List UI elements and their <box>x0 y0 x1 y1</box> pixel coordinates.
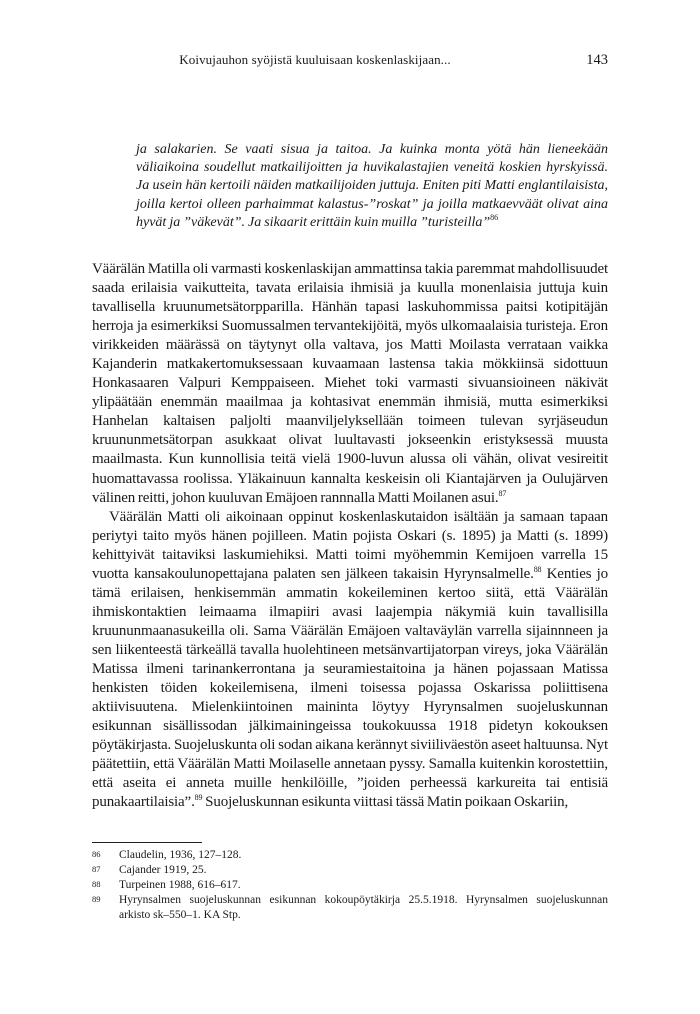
paragraph-text: Väärälän Matti oli aikoinaan oppinut koskenlaskutaidon isältään ja samaan tapaan periytyi taito myös hänen pojilleen. Matin pojista Oskari (s. 1895) ja Matti (s. 1899) kehittyivät taitaviksi laskumiehiksi. Matti toimi myöhemmin Kemijoen varrella 15 vuotta kansakoulunopettajana palaten sen jälkeen takaisin Hyrynsalmelle. <box>92 508 608 582</box>
footnote <box>92 893 608 923</box>
footnote-divider <box>92 842 202 843</box>
footnote-text: Cajander 1919, 25. <box>119 863 207 876</box>
footnote <box>92 863 608 878</box>
footnote-number: 89 <box>92 893 101 904</box>
footnote-ref-89: 89 <box>194 793 203 803</box>
footnote-text: Hyrynsalmen suojeluskunnan esikunnan kokoupöytäkirja 25.5.1918. Hyrynsalmen suojeluskunnan arkisto sk–550–1. KA Stp. <box>119 893 608 921</box>
running-title: Koivujauhon syöjistä kuuluisaan koskenlaskijaan... <box>179 52 451 67</box>
footnote-text: Turpeinen 1988, 616–617. <box>119 878 241 891</box>
footnote-ref-87: 87 <box>498 488 507 498</box>
paragraph-text: Kenties jo tämä erilaisen, henkisemmän ammatin kokeileminen kertoo siitä, että Väärälän ihmiskontaktien leimaama ilmapiiri avasi laajempia näkymiä kuin tavallisilla kruununmaanasukeilla oli. Sama Väärälän Emäjoen valtaväylän varrella sijainnneen ja sen liikenteestä tärkeällä tavalla huolehtineen metsänvartijatorpan vireys, joka Väärälän Matissa ilmeni tarinankerrontana ja seuramiestaitoina ja hänen pojassaan Matissa henkisten töiden kokeilemisena, ilmeni toisessa pojassa Oskarissa poliittisena aktiivisuutena. Mielenkiintoinen maininta löytyy Hyrynsalmen suojeluskunnan esikunnan sisällissodan jälkimainingeissa toukokuussa 1918 pidetyn kokouksen pöytäkirjasta. Suojeluskunta oli sodan aikana kerännyt siviiliväestön aseet haltuunsa. Nyt päätettiin, että Väärälän Matti Moilaselle annetaan pyssy. Samalla kuitenkin korostettiin, että aseita ei anneta muille henkilöille, ”joiden perheessä karkureita tai entisiä punakaartilaisia”. <box>92 565 608 811</box>
footnote-number: 88 <box>92 878 101 889</box>
block-quote <box>136 141 608 232</box>
footnote <box>92 848 608 863</box>
footnote-number: 87 <box>92 863 101 874</box>
footnotes <box>92 848 608 923</box>
quote-text: ja salakarien. Se vaati sisua ja taitoa. Ja kuinka monta yötä hän lieneekään väliaikoina soudellut matkailijoitten ja huvikalastajien veneitä koskien hyrskyissä. Ja usein hän kertoili näiden matkailijoiden juttuja. Eniten piti Matti englantilaisista, joilla kertoi olleen parhaimmat kalastus-”roskat” ja joilla matkaevväät olivat aina hyvät ja ”väkevät”. Ja sikaarit erittäin kuin muilla ”turisteilla” <box>136 142 608 230</box>
footnote-ref-88: 88 <box>533 564 542 574</box>
footnote-number: 86 <box>92 849 101 859</box>
page-number: 143 <box>586 52 608 68</box>
body-text <box>92 260 608 812</box>
paragraph <box>92 260 608 508</box>
footnote-text: Claudelin, 1936, 127–128. <box>119 849 242 861</box>
paragraph-text: Suojeluskunnan esikunta viittasi tässä Matin poikaan Oskariin, <box>202 794 569 811</box>
running-header <box>92 52 608 72</box>
footnote-ref-86: 86 <box>490 212 499 222</box>
paragraph <box>92 508 608 813</box>
footnote <box>92 878 608 893</box>
paragraph-text: Väärälän Matilla oli varmasti koskenlaskijan ammattinsa takia paremmat mahdollisuudet saada erilaisia vaikutteita, tavata erilaisia ihmisiä ja kuulla monenlaisia juttuja kuin tavallisella kruunumetsätorpparilla. Hänhän tapasi laskuhommissa paitsi kotipitäjän herroja ja esimerkiksi Suomussalmen tervantekijöitä, myös ulkomaalaisia turisteja. Eron virikkeiden määrässä on täytynyt olla valtava, jos Matti Moilasta verrataan vaikka Kajanderin matkakertomuksessaan kuvaamaan lastensa takia mökkiinsä sidottuun Honkasaaren Valpuri Kemppaiseen. Miehet toki varmasti sivuansioineen näkivät ylipäätään enemmän maailmaa ja kohtasivat enemmän ihmisiä, mutta esimerkiksi Hanhelan kaltaisen paljolti maanviljelyksellään toimeen tulevan syrjäseudun kruununmetsätorpan asukkaat olivat luultavasti jokseenkin eristyksessä muusta maailmasta. Kun kunnollisia teitä vielä 1900-luvun alussa oli vähän, olivat vesireitit huomattavassa roolissa. Yläkainuun kannalta keskeisin oli Kiantajärven ja Oulujärven välinen reitti, johon kuuluvan Emäjoen rannnalla Matti Moilanen asui. <box>92 261 608 506</box>
